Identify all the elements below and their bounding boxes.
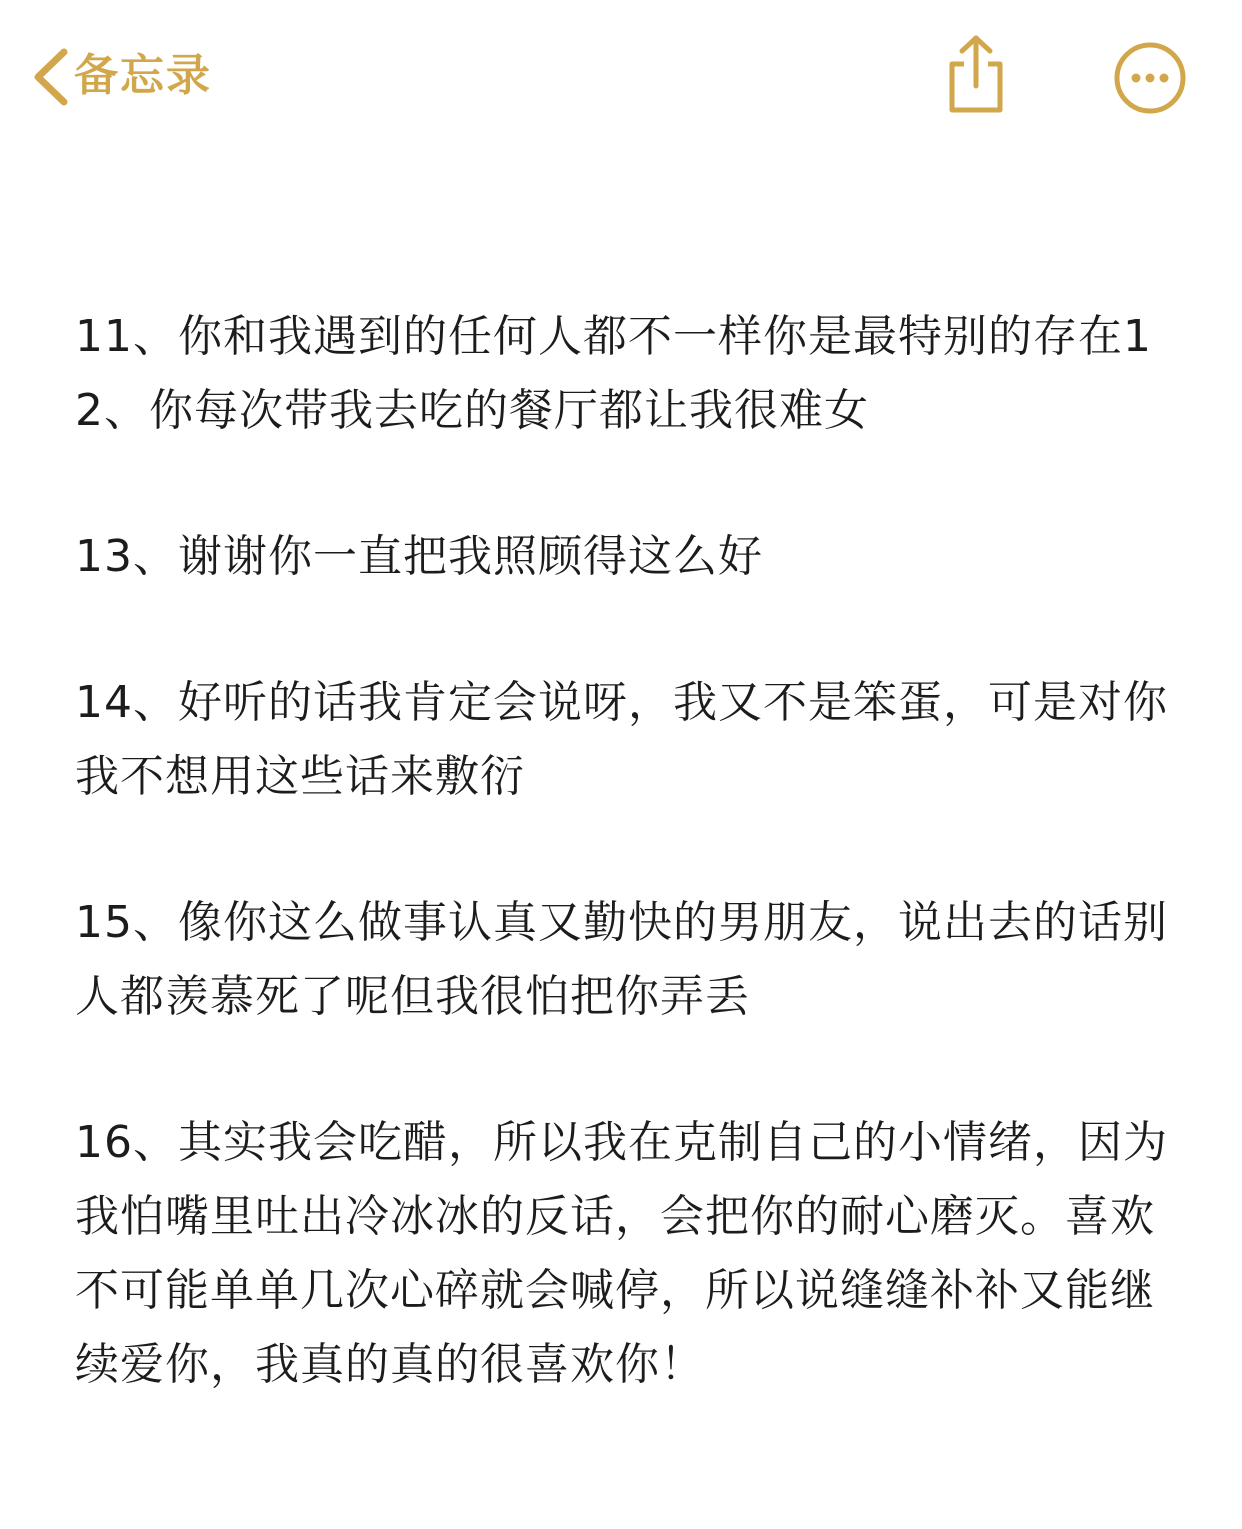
note-paragraph: 16、其实我会吃醋，所以我在克制自己的小情绪，因为我怕嘴里吐出冷冰冰的反话，会把你的耐心磨灭。喜欢不可能单单几次心碎就会喊停，所以说缝缝补补又能继续爱你，我真的真的很喜欢你！ bbox=[75, 1117, 1168, 1390]
note-paragraph: 15、像你这么做事认真又勤快的男朋友，说出去的话别人都羡慕死了呢但我很怕把你弄丢 bbox=[75, 897, 1168, 1022]
note-paragraph: 14、好听的话我肯定会说呀，我又不是笨蛋，可是对你我不想用这些话来敷衍 bbox=[75, 677, 1168, 802]
share-button[interactable] bbox=[940, 30, 1012, 116]
ellipsis-circle-icon bbox=[1112, 101, 1188, 120]
navigation-bar bbox=[0, 0, 1242, 150]
share-icon bbox=[940, 101, 1012, 120]
back-button[interactable] bbox=[22, 40, 212, 112]
note-body[interactable] bbox=[75, 300, 1175, 1474]
back-button-label: 备忘录 bbox=[74, 50, 212, 101]
note-paragraph: 13、谢谢你一直把我照顾得这么好 bbox=[75, 531, 763, 582]
chevron-left-icon bbox=[30, 48, 70, 106]
more-button[interactable] bbox=[1112, 40, 1188, 116]
note-paragraph: 11、你和我遇到的任何人都不一样你是最特别的存在12、你每次带我去吃的餐厅都让我很难女 bbox=[75, 311, 1152, 436]
